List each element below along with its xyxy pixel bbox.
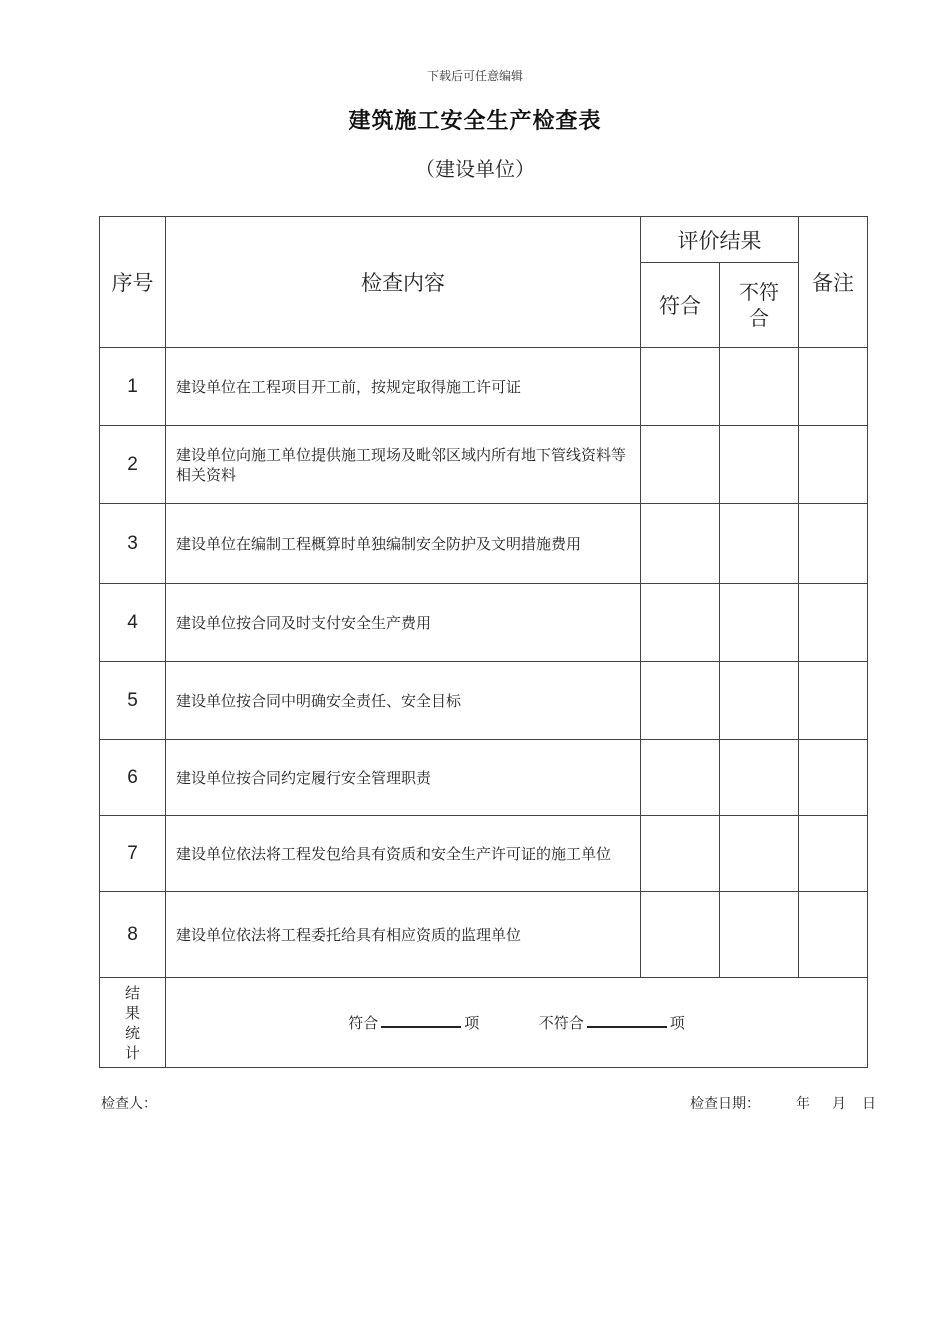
- row-conform-cell[interactable]: [641, 662, 720, 740]
- inspection-date: [690, 1093, 876, 1113]
- row-nonconform-cell[interactable]: [720, 584, 799, 662]
- row-number: 3: [100, 504, 166, 584]
- summary-content: [166, 978, 868, 1068]
- row-content: 建设单位依法将工程发包给具有资质和安全生产许可证的施工单位: [166, 816, 641, 892]
- row-content: 建设单位按合同约定履行安全管理职责: [166, 740, 641, 816]
- date-day: 日: [862, 1096, 876, 1112]
- table-row: [100, 584, 868, 662]
- row-content: 建设单位向施工单位提供施工现场及毗邻区域内所有地下管线资料等相关资料: [166, 426, 641, 504]
- row-nonconform-cell[interactable]: [720, 504, 799, 584]
- page-title: 建筑施工安全生产检查表: [348, 109, 602, 134]
- row-number: 1: [100, 348, 166, 426]
- row-conform-cell[interactable]: [641, 348, 720, 426]
- row-nonconform-cell[interactable]: [720, 426, 799, 504]
- row-nonconform-cell[interactable]: [720, 740, 799, 816]
- header-seq: 序号: [100, 217, 166, 348]
- page-subtitle: （建设单位）: [415, 157, 535, 181]
- table-row: [100, 348, 868, 426]
- row-nonconform-cell[interactable]: [720, 892, 799, 978]
- conform-count-blank[interactable]: [381, 1014, 461, 1028]
- row-number: 8: [100, 892, 166, 978]
- date-year: 年: [796, 1096, 810, 1112]
- row-content: 建设单位按合同中明确安全责任、安全目标: [166, 662, 641, 740]
- row-remark-cell[interactable]: [799, 662, 868, 740]
- row-conform-cell[interactable]: [641, 426, 720, 504]
- row-number: 7: [100, 816, 166, 892]
- inspection-table: [99, 216, 868, 1068]
- row-nonconform-cell[interactable]: [720, 816, 799, 892]
- header-note: 下载后可任意编辑: [426, 69, 523, 83]
- row-nonconform-cell[interactable]: [720, 662, 799, 740]
- row-number: 4: [100, 584, 166, 662]
- nonconform-count-blank[interactable]: [587, 1014, 667, 1028]
- summary-unit: 项: [669, 1014, 685, 1032]
- row-remark-cell[interactable]: [799, 816, 868, 892]
- table-row: [100, 892, 868, 978]
- row-content: 建设单位在编制工程概算时单独编制安全防护及文明措施费用: [166, 504, 641, 584]
- row-remark-cell[interactable]: [799, 584, 868, 662]
- row-nonconform-cell[interactable]: [720, 348, 799, 426]
- date-label: 检查日期：: [690, 1096, 760, 1112]
- summary-conform-label: 符合: [348, 1014, 379, 1032]
- summary-nonconform-label: 不符合: [538, 1014, 584, 1032]
- table-row: [100, 662, 868, 740]
- row-remark-cell[interactable]: [799, 740, 868, 816]
- row-remark-cell[interactable]: [799, 348, 868, 426]
- row-content: 建设单位在工程项目开工前，按规定取得施工许可证: [166, 348, 641, 426]
- row-conform-cell[interactable]: [641, 740, 720, 816]
- date-month: 月: [832, 1096, 846, 1112]
- header-remark: 备注: [799, 217, 868, 348]
- row-conform-cell[interactable]: [641, 504, 720, 584]
- table-row: [100, 504, 868, 584]
- row-remark-cell[interactable]: [799, 504, 868, 584]
- table-row: [100, 426, 868, 504]
- header-content: 检查内容: [166, 217, 641, 348]
- header-nonconform: 不符合: [720, 263, 799, 348]
- header-eval: 评价结果: [641, 217, 799, 263]
- row-conform-cell[interactable]: [641, 584, 720, 662]
- row-remark-cell[interactable]: [799, 892, 868, 978]
- summary-label: 结果统计: [100, 978, 166, 1068]
- table-row: [100, 816, 868, 892]
- row-number: 5: [100, 662, 166, 740]
- row-conform-cell[interactable]: [641, 892, 720, 978]
- row-remark-cell[interactable]: [799, 426, 868, 504]
- summary-unit: 项: [464, 1014, 480, 1032]
- header-conform: 符合: [641, 263, 720, 348]
- row-number: 6: [100, 740, 166, 816]
- row-content: 建设单位按合同及时支付安全生产费用: [166, 584, 641, 662]
- row-number: 2: [100, 426, 166, 504]
- row-conform-cell[interactable]: [641, 816, 720, 892]
- summary-row: [100, 978, 868, 1068]
- table-row: [100, 740, 868, 816]
- inspector-label: 检查人：: [101, 1096, 157, 1112]
- row-content: 建设单位依法将工程委托给具有相应资质的监理单位: [166, 892, 641, 978]
